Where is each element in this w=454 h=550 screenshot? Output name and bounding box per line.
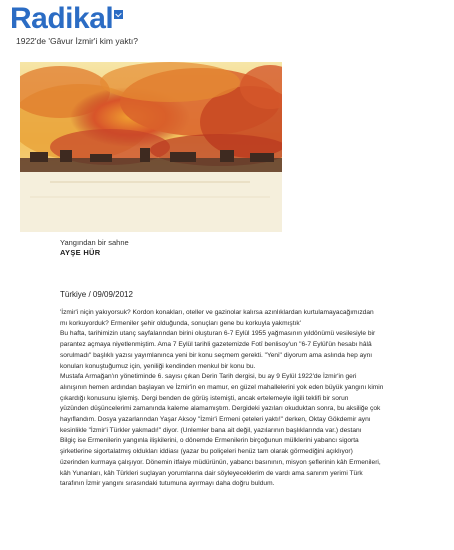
body-line: alınışının hemen ardından başlayan ve İzmir'in en mamur, en güzel mahallelerini yok eden büyük yangını kimin <box>60 383 384 391</box>
photo-caption: Yangından bir sahne <box>60 238 129 247</box>
fire-photo <box>20 62 282 232</box>
body-line: parantez açmaya niyetlenmiştim. Ama 7 Eylül tarihli gazetemizde Fotî benlisoy'un "6-7 Eylül'ün hesabı hâlâ <box>60 341 372 349</box>
body-line: yüzünden düşüncelerimi zamanında kaleme alamamıştım. Dergideki yazıları okuduktan sonra, bu aksiliğe çok <box>60 405 381 413</box>
body-line: Bilgiç ise Ermenilerin yangınla ilişkilerini, o dönemde Ermenilerin birçoğunun mülklerini yabancı sigorta <box>60 437 359 445</box>
body-line: mı korkuyorduk? Ermeniler şehir olduğunda, sonuçları gene bu korkuyla yakmıştık' <box>60 319 301 327</box>
author-name: AYŞE HÜR <box>60 248 101 257</box>
masthead <box>10 4 123 34</box>
body-line: Bu hafta, tarihimizin utanç sayfalarından birini oluşturan 6-7 Eylül 1955 yağmasının yıldönümü vesilesiyle bir <box>60 330 376 338</box>
body-line: tarafının İzmir yangını sırasındaki tutumuna ayırmayı daha doğru buldum. <box>60 480 275 488</box>
body-line: Mustafa Armağan'ın yönetiminde 6. sayısı çıkan Derin Tarih dergisi, bu ay 9 Eylül 1922'de İzmir'in geri <box>60 373 357 381</box>
body-line: sorulmadı" başlıklı yazısı yayımlanınca yeni bir konu seçmem gerekti. "Yeni" diyorum ama aslında hep aynı <box>60 351 373 359</box>
article-headline: 1922'de 'Gâvur İzmir'i kim yaktı? <box>16 36 139 46</box>
body-line: 'İzmir'i niçin yakıyorsuk? Kordon konakları, oteller ve gazinolar kalırsa azınlıklardan kurtulamayacağımızdan <box>60 309 374 316</box>
body-line: hayıflandım. Dosya yazarlarından Yaşar Aksoy "İzmir'i Ermeni çeteleri yaktı!" derken, Oktay Gökdemir aynı <box>60 416 371 424</box>
logo-checkmark-icon <box>114 10 123 19</box>
body-line: şirketlerine sigortalatmış oldukları iddiası (yazar bu poliçeleri henüz tam olarak görmediğini açıklıyor) <box>60 448 353 456</box>
body-line: üzerinden kurmaya çalışıyor. Dönemin itfaiye müdürünün, yabancı basınının, misyon şeflerinin kâh Ermenileri, <box>60 458 381 466</box>
article-body <box>60 308 450 544</box>
body-line: kâh Yunanları, kâh Türkleri suçlayan yorumlarına dair söyleyeceklerim de vardı ama sanırım yerimi Türk <box>60 469 363 477</box>
radikal-logo[interactable]: Radikal <box>10 2 114 35</box>
body-line: konuları konuştuğumuz için, yeniliği kendinden menkul bir konu bu. <box>60 362 256 370</box>
dateline: Türkiye / 09/09/2012 <box>60 290 133 299</box>
body-line: çıkardığı konusunu işlemiş. Dergi benden de görüş istemişti, ancak ertelemeyle ilgili teklifi bir sorun <box>60 394 349 402</box>
body-line: kesinlikle "İzmir'i Türkler yakmadı!" diyor. (Unlemler bana ait değil, yazılarının başlıklarında var.) destanı <box>60 426 362 434</box>
